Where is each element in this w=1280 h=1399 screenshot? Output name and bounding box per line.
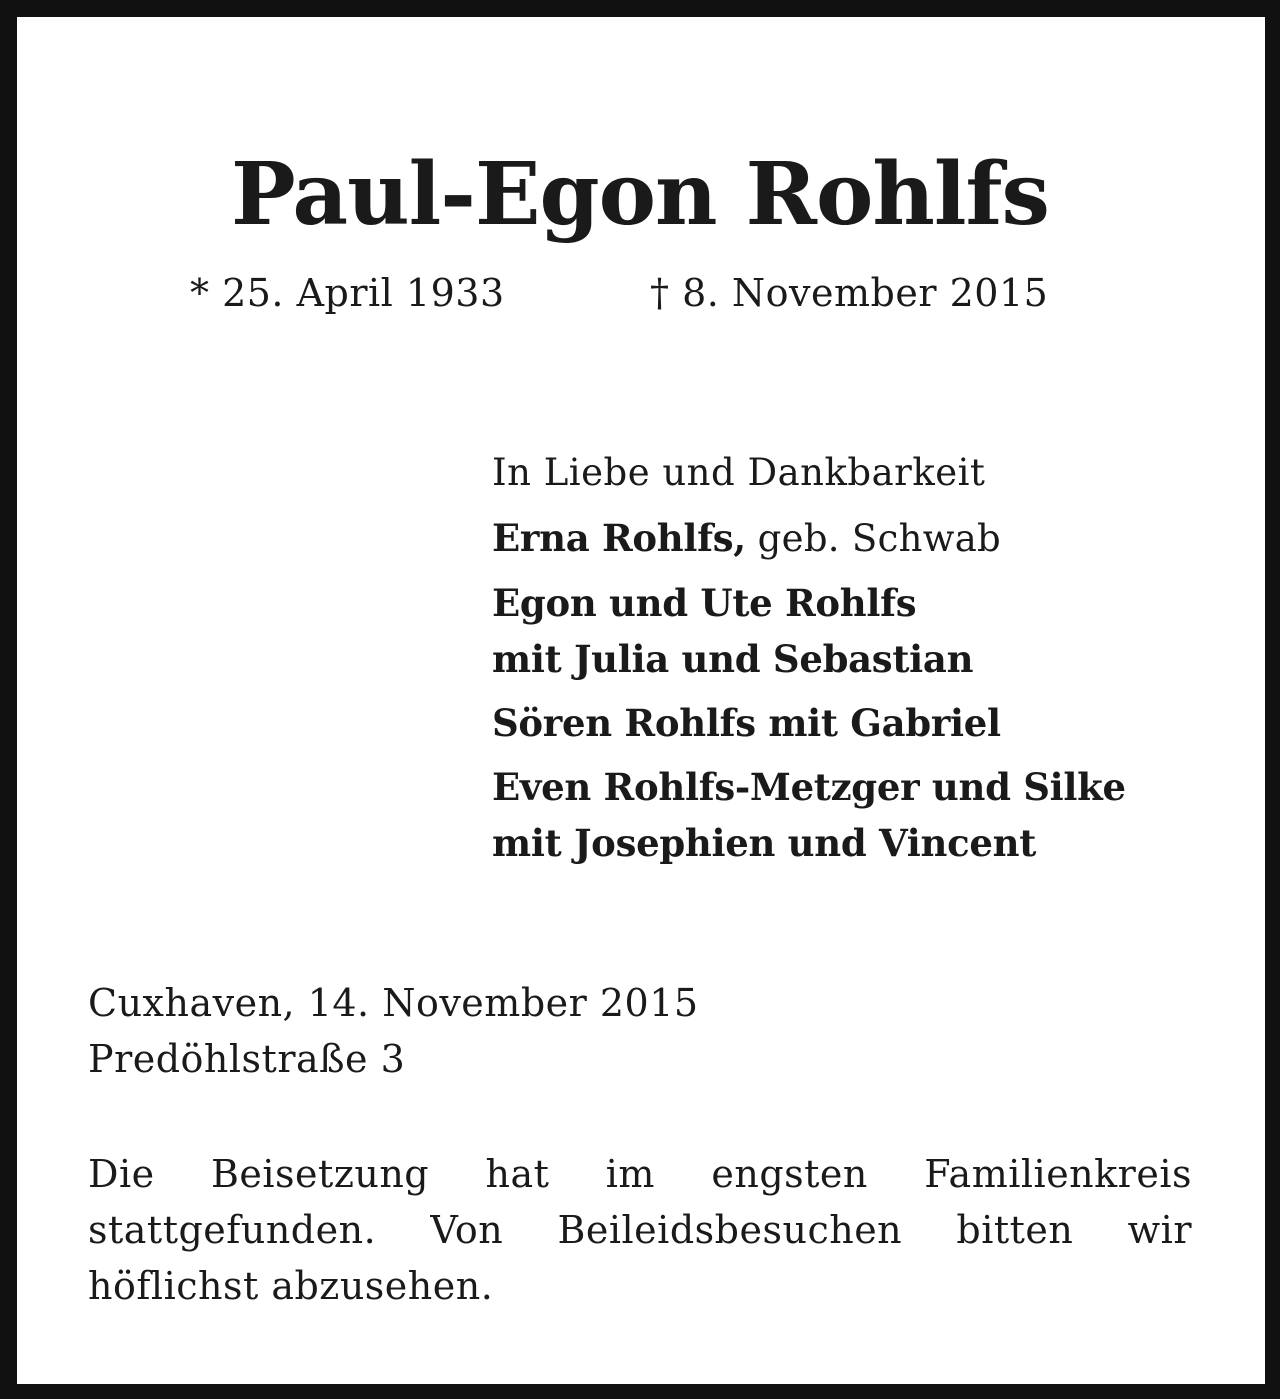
mourner-entry [492,695,1252,751]
mourner-entry [492,575,1252,687]
mourner-entry [492,510,1252,567]
place-and-date [88,975,699,1087]
mourner-name: Erna Rohlfs, [492,516,746,560]
mourner-name: Egon und Ute Rohlfs [492,581,917,625]
mourner-name: Even Rohlfs-Metzger und Silke [492,765,1126,809]
deceased-name: Paul-Egon Rohlfs [231,144,1049,245]
mourners-block [492,448,1252,879]
mourners-intro: In Liebe und Dankbarkeit [492,451,986,494]
mourner-name: Sören Rohlfs mit Gabriel [492,701,1001,745]
address: Predöhlstraße 3 [88,1037,406,1081]
death-date: † 8. November 2015 [650,271,1049,315]
birth-date: * 25. April 1933 [190,271,505,315]
mourner-note: geb. Schwab [757,517,1002,560]
mourner-companions: mit Josephien und Vincent [492,821,1037,865]
city-date: Cuxhaven, 14. November 2015 [88,981,699,1025]
mourner-companions: mit Julia und Sebastian [492,637,974,681]
closing-notice: Die Beisetzung hat im engsten Familienkreis stattgefunden. Von Beileidsbesuchen bitten wir höflichst abzusehen. [88,1152,1192,1308]
mourner-entry [492,759,1252,871]
